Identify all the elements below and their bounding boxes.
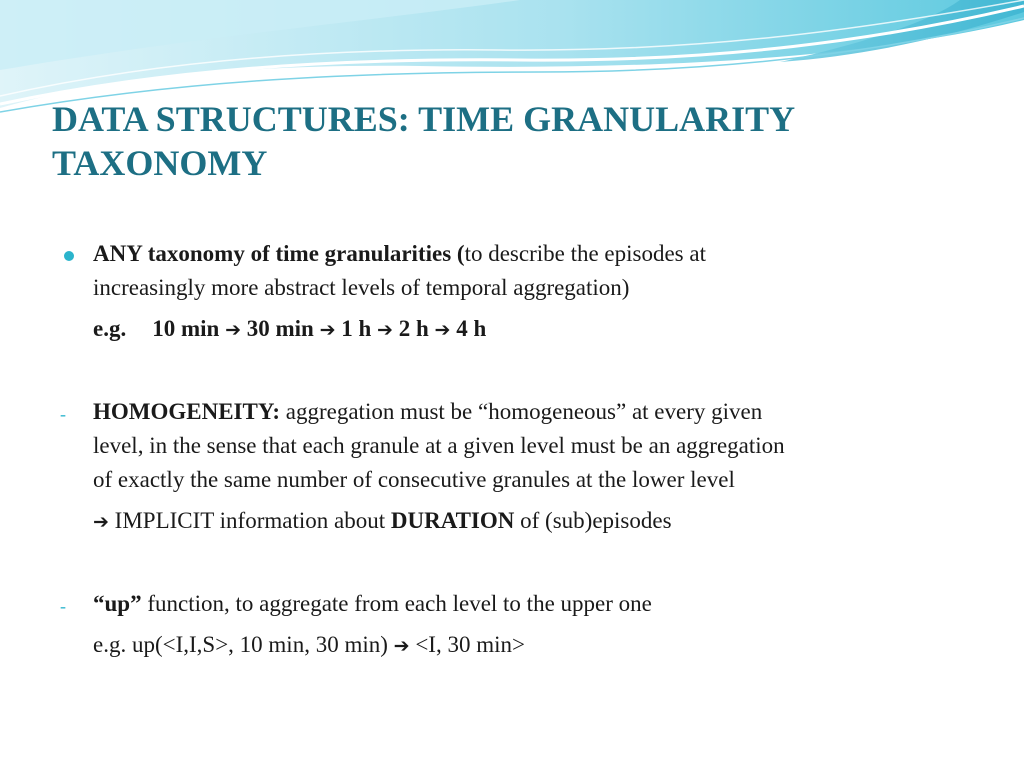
chain-step-2: 30 min [246, 316, 314, 341]
item2-implicit-b: of (sub)episodes [514, 508, 672, 533]
item3-eg-b: <I, 30 min> [409, 632, 525, 657]
item2-line1 [93, 395, 973, 428]
item1-eg-label: e.g. [93, 316, 127, 341]
item2-line3: of exactly the same number of consecutive granules at the lower level [93, 467, 735, 492]
item2-implicit-a: IMPLICIT information about [108, 508, 391, 533]
chain-step-1: 10 min [152, 316, 220, 341]
item3-line1 [93, 587, 973, 620]
arrow-icon: ➔ [377, 319, 393, 341]
item1-bold: ANY taxonomy of time granularities ( [93, 241, 465, 266]
item2-line2: level, in the sense that each granule at a given level must be an aggregation [93, 433, 785, 458]
item2-implicit-bold: DURATION [390, 508, 515, 533]
item3-text-a: function, to aggregate from each level to the upper one [141, 591, 652, 616]
item2-text-a: aggregation must be “homogeneous” at every given [280, 399, 763, 424]
item3-bold: “up” [93, 591, 142, 616]
item1-line2: increasingly more abstract levels of temporal aggregation) [93, 275, 630, 300]
arrow-icon: ➔ [393, 635, 410, 657]
item3-example [93, 628, 973, 663]
arrow-icon: ➔ [93, 511, 109, 533]
item1-text-a: to describe the episodes at [464, 241, 706, 266]
item3-eg-a: e.g. up(<I,I,S>, 10 min, 30 min) [93, 632, 394, 657]
chain-step-4: 2 h [398, 316, 429, 341]
item1-example [93, 312, 973, 347]
slide-title-line1: DATA STRUCTURES: TIME GRANULARITY [52, 99, 796, 139]
item1-line1 [93, 237, 973, 270]
dash-bullet-icon: - [60, 596, 66, 616]
slide-title-line2: TAXONOMY [52, 143, 268, 183]
item2-bold: HOMOGENEITY: [93, 399, 281, 424]
dash-bullet-icon: - [60, 404, 66, 424]
chain-step-3: 1 h [341, 316, 372, 341]
arrow-icon: ➔ [434, 319, 451, 341]
chain-step-5: 4 h [456, 316, 487, 341]
arrow-icon: ➔ [319, 319, 336, 341]
item2-implicit [93, 504, 973, 539]
arrow-icon: ➔ [225, 319, 241, 341]
bullet-dot-icon [64, 251, 74, 261]
